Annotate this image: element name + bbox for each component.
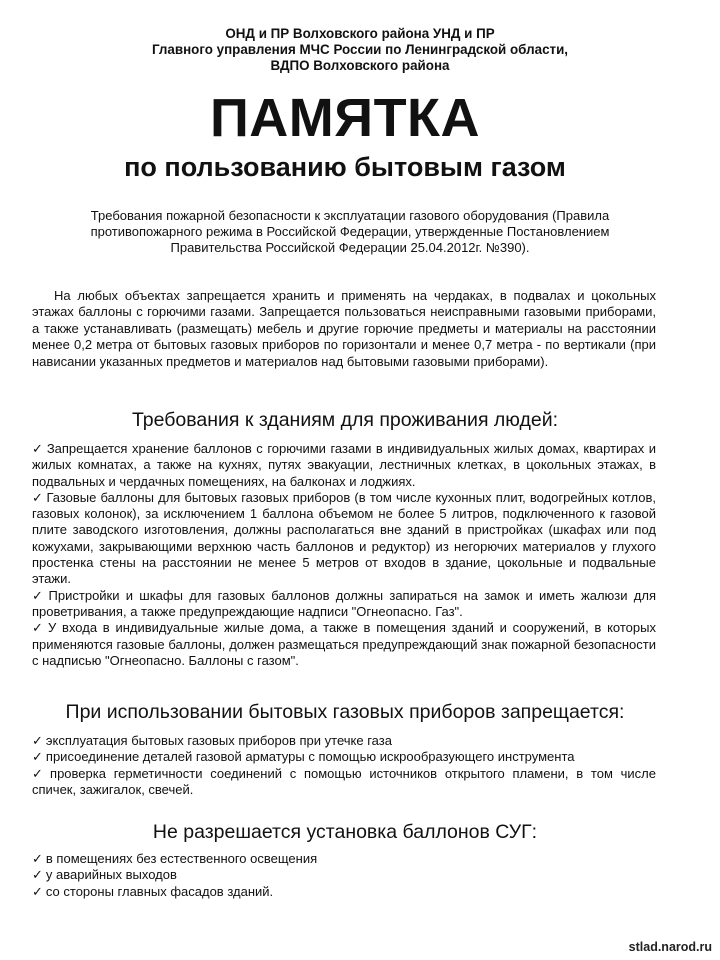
checkmark-icon: ✓ <box>32 587 46 603</box>
list-item-text: эксплуатация бытовых газовых приборов при утечке газа <box>45 733 392 748</box>
regulation-reference: Требования пожарной безопасности к эксплуатации газового оборудования (Правила противопожарного режима в Российской Федерации, утвержденные Постановлением Правительства Российской Федерации 25.04.2012г. №390). <box>90 208 610 255</box>
list-item <box>32 749 656 765</box>
list-item <box>32 867 656 883</box>
checkmark-icon: ✓ <box>32 489 44 505</box>
checkmark-icon: ✓ <box>32 733 43 748</box>
list-item-text: проверка герметичности соединений с помощью источников открытого пламени, в том числе спичек, зажигалок, свечей. <box>32 765 656 797</box>
list-item-text: со стороны главных фасадов зданий. <box>45 883 274 899</box>
checkmark-icon: ✓ <box>32 883 43 899</box>
checkmark-icon: ✓ <box>32 620 46 636</box>
list-item-text: присоединение деталей газовой арматуры с помощью искрообразующего инструмента <box>45 749 575 765</box>
buildings-requirements-list <box>32 441 656 669</box>
list-item-text: у аварийных выходов <box>45 867 177 883</box>
intro-paragraph: На любых объектах запрещается хранить и применять на чердаках, в подвалах и цокольных этажах баллоны с горючими газами. Запрещается пользоваться неисправными газовыми приборами, а также устанавливать (размещать) мебель и другие горючие предметы и материалы на расстоянии менее 0,2 метра от бытовых газовых приборов по горизонтали и менее 0,7 метра - по вертикали (при нависании указанных предметов и материалов над бытовыми газовыми приборами). <box>32 288 656 369</box>
section-heading-lpg-installation: Не разрешается установка баллонов СУГ: <box>152 821 538 843</box>
lpg-installation-list <box>32 851 656 900</box>
list-item <box>32 851 656 867</box>
list-item <box>32 733 656 749</box>
list-item-text: Запрещается хранение баллонов с горючими газами в индивидуальных жилых домах, квартирах и жилых комнатах, а также на кухнях, путях эвакуации, лестничных клетках, в цокольных этажах, в подвальных и чердачных помещениях, на балконах и лоджиях. <box>32 441 656 489</box>
checkmark-icon: ✓ <box>32 749 43 765</box>
section-heading-buildings: Требования к зданиям для проживания людей: <box>131 409 559 431</box>
appliance-prohibitions-list <box>32 733 656 798</box>
list-item-text: Газовые баллоны для бытовых газовых приборов (в том числе кухонных плит, водогрейных котлов, газовых колонок), за исключением 1 баллона объемом не более 5 литров, подключенного к газовой плите заводского изготовления, должны располагаться вне зданий в пристройках (шкафах или под кожухами, закрывающими верхнюю часть баллонов и редуктор) из негорючих материалов у глухого простенка стены на расстоянии не менее 5 метров от входов в здание, цокольные и подвальные этажи. <box>32 489 656 587</box>
header-line-3: ВДПО Волховского района <box>270 58 450 73</box>
site-watermark: stlad.narod.ru <box>628 940 712 954</box>
list-item <box>32 588 656 621</box>
list-item-text: У входа в индивидуальные жилые дома, а также в помещения зданий и сооружений, в которых применяются газовые баллоны, должен размещаться предупреждающий знак пожарной безопасности с надписью "Огнеопасно. Баллоны с газом". <box>32 620 656 668</box>
checkmark-icon: ✓ <box>32 867 43 883</box>
page-subtitle: по пользованию бытовым газом <box>124 152 566 182</box>
checkmark-icon: ✓ <box>32 441 44 456</box>
page-title: ПАМЯТКА <box>209 88 481 148</box>
header-line-1: ОНД и ПР Волховского района УНД и ПР <box>225 26 495 41</box>
header-line-2: Главного управления МЧС России по Ленинградской области, <box>151 42 569 57</box>
list-item <box>32 490 656 588</box>
list-item <box>32 441 656 490</box>
organization-header <box>0 26 720 74</box>
section-heading-appliance-prohibitions: При использовании бытовых газовых приборов запрещается: <box>65 701 625 723</box>
checkmark-icon: ✓ <box>32 851 43 866</box>
list-item <box>32 884 656 900</box>
list-item-text: в помещениях без естественного освещения <box>45 851 318 866</box>
checkmark-icon: ✓ <box>32 765 48 781</box>
list-item-text: Пристройки и шкафы для газовых баллонов должны запираться на замок и иметь жалюзи для проветривания, а также предупреждающие надписи "Огнеопасно. Газ". <box>32 587 656 619</box>
list-item <box>32 766 656 799</box>
list-item <box>32 620 656 669</box>
